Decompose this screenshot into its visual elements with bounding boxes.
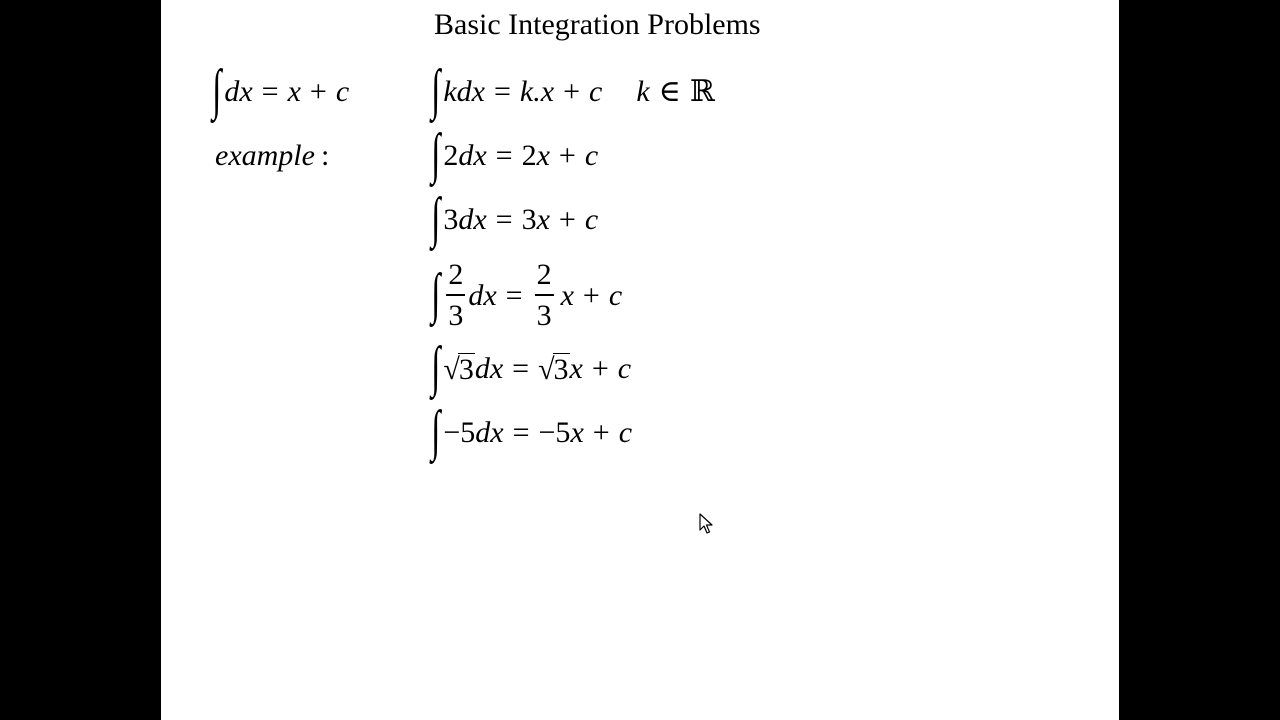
differential: dx [474,352,504,385]
equals-sign: = [261,75,279,108]
constant-c: c [584,203,599,236]
rhs-coefficient: −5 [538,416,571,449]
integral-symbol: ∫ [431,336,441,398]
variable-x: x [560,278,574,312]
plus-sign: + [558,203,576,236]
constant-c: c [335,75,350,108]
differential: dx [458,203,487,236]
rhs-fraction [535,260,554,331]
variable-x: x [536,203,550,236]
integral-symbol: ∫ [431,187,441,249]
rhs-coefficient: 3 [521,203,537,236]
differential: dx [456,75,485,108]
numerator: 2 [448,258,464,291]
radical-sign: √ [538,353,555,386]
plus-sign: + [309,75,327,108]
plus-sign: + [582,278,600,312]
rule-integral-dx [212,59,350,121]
fraction-bar [535,294,554,296]
constant-c: c [588,75,603,108]
differential: dx [468,278,497,312]
rhs-square-root [538,353,569,385]
differential: dx [458,139,487,172]
differential: dx [224,75,253,108]
element-of-sign: ∈ [658,75,681,108]
example-label [215,141,329,171]
radicand: 3 [458,353,474,386]
example-5 [431,400,633,462]
example-word: example [215,139,315,172]
square-root [443,353,474,385]
numerator: 2 [536,258,552,291]
mouse-pointer-icon [699,513,713,535]
example-3 [431,258,623,332]
equals-sign: = [494,75,511,108]
integral-symbol: ∫ [431,123,441,185]
reals-symbol: ℝ [689,75,715,108]
slide-title: Basic Integration Problems [434,8,761,41]
example-colon: : [320,139,330,172]
plus-sign: + [592,416,610,449]
constant-k: k [443,75,457,108]
radical-sign: √ [443,353,460,386]
constant-c: c [584,139,599,172]
variable-x: x [570,416,584,449]
variable-x: x [536,139,550,172]
plus-sign: + [591,352,609,385]
integral-symbol: ∫ [431,400,441,462]
coefficient: 2 [443,139,459,172]
equals-sign: = [495,139,513,172]
plus-sign: + [563,75,580,108]
equals-sign: = [495,203,513,236]
rule-integral-kdx [431,59,715,121]
equals-sign: = [505,278,523,312]
constant-c: c [617,352,632,385]
equals-sign: = [512,352,530,385]
radicand: 3 [553,353,569,386]
integral-symbol: ∫ [431,262,441,325]
variable-x: x [287,75,301,108]
integral-symbol: ∫ [212,59,222,121]
differential: dx [475,416,504,449]
example-4 [431,336,632,398]
integral-symbol: ∫ [431,59,441,121]
denominator: 3 [448,299,464,332]
fraction-bar [446,294,465,296]
example-1 [431,123,599,185]
denominator: 3 [536,299,552,332]
product-kx: k.x [519,75,555,108]
constant-c: c [618,416,633,449]
equals-sign: = [512,416,530,449]
coefficient: 3 [443,203,459,236]
constant-c: c [608,278,623,312]
example-2 [431,187,599,249]
variable-x: x [569,352,583,385]
plus-sign: + [558,139,576,172]
domain-k: k [636,75,650,108]
fraction [446,260,465,331]
rhs-coefficient: 2 [521,139,537,172]
slide [161,0,1119,720]
coefficient: −5 [443,416,476,449]
